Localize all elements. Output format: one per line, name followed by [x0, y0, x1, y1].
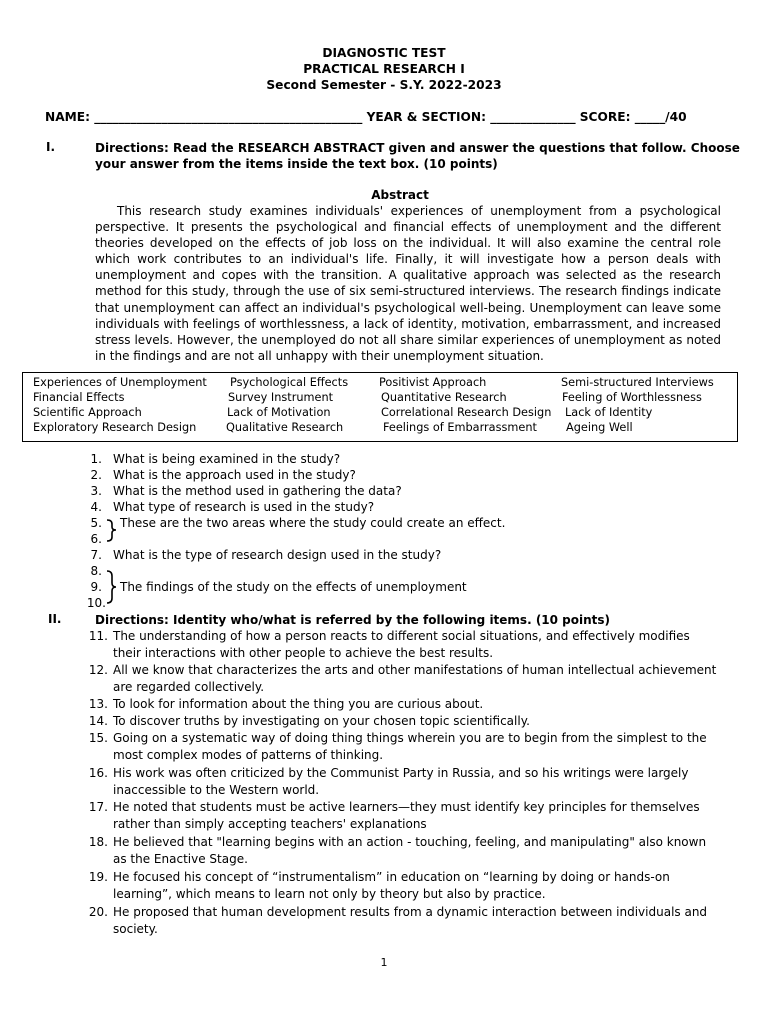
item-number: 20. [88, 905, 108, 919]
question-number: 5. [90, 516, 102, 530]
term-line: Second Semester - S.Y. 2022-2023 [266, 78, 502, 92]
bracket-5-6-icon [104, 516, 122, 544]
item-number: 12. [88, 663, 108, 677]
choice-item: Quantitative Research [381, 391, 507, 404]
choice-item: Financial Effects [33, 391, 125, 404]
question-text: The findings of the study on the effects of unemployment [120, 580, 467, 594]
item-text: He proposed that human development results from a dynamic interaction between individuals and society. [113, 905, 708, 936]
item-number: 13. [88, 697, 108, 711]
question-text: What is the type of research design used in the study? [113, 548, 442, 562]
choice-item: Ageing Well [566, 421, 633, 434]
item-number: 17. [88, 800, 108, 814]
part2-directions: Directions: Identity who/what is referred by the following items. (10 points) [95, 613, 611, 627]
item-text: All we know that characterizes the arts and other manifestations of human intellectual achievement are regarded collectively. [113, 663, 717, 694]
item-text: He focused his concept of “instrumentalism” in education on “learning by doing or hands-on learning”, which means to learn not only by theory but also by practice. [113, 870, 670, 901]
item-text: He noted that students must be active learners—they must identify key principles for themselves rather than simply accepting teachers' explanations [113, 800, 700, 831]
abstract-text: This research study examines individuals' experiences of unemployment from a psychological perspective. It presents the psychological and financial effects of unemployment and the different theories developed on the effects of job loss on the individual. It will also examine the central role which work contributes to an individual's life. Finally, it will investigate how a person deals with unemployment and copes with the transition. A qualitative approach was selected as the research method for this study, through the use of six semi-structured interviews. The research findings indicate that unemployment can affect an individual's psychological well-being. Unemployment can leave some individuals with feelings of worthlessness, a lack of identity, motivation, embarrassment, and increased stress levels. However, the unemployed do not all share similar experiences of unemployment as noted in the findings and are not all unhappy with their unemployment situation. [95, 204, 721, 363]
choices-box [22, 372, 738, 442]
question-number: 8. [90, 564, 102, 578]
choice-item: Experiences of Unemployment [33, 376, 207, 389]
part2-numeral: II. [48, 612, 62, 626]
item-text: Going on a systematic way of doing thing things wherein you are to begin from the simplest to the most complex modes of patterns of thinking. [113, 731, 707, 762]
choice-item: Lack of Motivation [227, 406, 331, 419]
question-number: 3. [90, 484, 102, 498]
question-text: These are the two areas where the study could create an effect. [120, 516, 506, 530]
item-number: 11. [88, 629, 108, 643]
item-number: 14. [88, 714, 108, 728]
question-number: 2. [90, 468, 102, 482]
question-number: 1. [90, 452, 102, 466]
choice-item: Exploratory Research Design [33, 421, 197, 434]
part1-directions-line2: your answer from the items inside the text box. (10 points) [95, 157, 498, 171]
item-text: His work was often criticized by the Communist Party in Russia, and so his writings were largely inaccessible to the Western world. [113, 766, 689, 797]
question-text: What is being examined in the study? [113, 452, 341, 466]
choice-item: Qualitative Research [226, 421, 344, 434]
item-text: He believed that "learning begins with an action - touching, feeling, and manipulating" also known as the Enactive Stage. [113, 835, 707, 866]
choice-item: Feelings of Embarrassment [383, 421, 537, 434]
choice-item: Feeling of Worthlessness [562, 391, 702, 404]
choice-item: Scientific Approach [33, 406, 142, 419]
question-number: 4. [90, 500, 102, 514]
page-number: 1 [380, 956, 388, 969]
item-number: 16. [88, 766, 108, 780]
question-text: What is the method used in gathering the data? [113, 484, 402, 498]
item-number: 18. [88, 835, 108, 849]
question-text: What type of research is used in the study? [113, 500, 375, 514]
item-number: 19. [88, 870, 108, 884]
choice-item: Psychological Effects [230, 376, 349, 389]
choice-item: Survey Instrument [228, 391, 334, 404]
question-number: 7. [90, 548, 102, 562]
choice-item: Lack of Identity [565, 406, 653, 419]
item-number: 15. [88, 731, 108, 745]
part1-numeral: I. [46, 140, 56, 154]
student-info-line[interactable]: NAME: ____________________________________________ YEAR & SECTION: ______________ SCORE: _____/40 [45, 110, 687, 124]
item-text: To discover truths by investigating on your chosen topic scientifically. [113, 714, 530, 728]
abstract-title: Abstract [371, 188, 429, 202]
question-number: 6. [90, 532, 102, 546]
question-number: 10. [86, 596, 106, 610]
test-title: DIAGNOSTIC TEST [322, 46, 446, 60]
question-text: What is the approach used in the study? [113, 468, 356, 482]
choice-item: Correlational Research Design [381, 406, 552, 419]
question-number: 9. [90, 580, 102, 594]
item-text: To look for information about the thing you are curious about. [113, 697, 484, 711]
subject-title: PRACTICAL RESEARCH I [303, 62, 465, 76]
part1-directions-line1: Directions: Read the RESEARCH ABSTRACT given and answer the questions that follow. Choose [95, 141, 740, 155]
choice-item: Semi-structured Interviews [561, 376, 714, 389]
item-text: The understanding of how a person reacts to different social situations, and effectively modifies their interactions with other people to achieve the best results. [113, 629, 690, 660]
bracket-8-10-icon [104, 568, 122, 606]
choice-item: Positivist Approach [379, 376, 487, 389]
